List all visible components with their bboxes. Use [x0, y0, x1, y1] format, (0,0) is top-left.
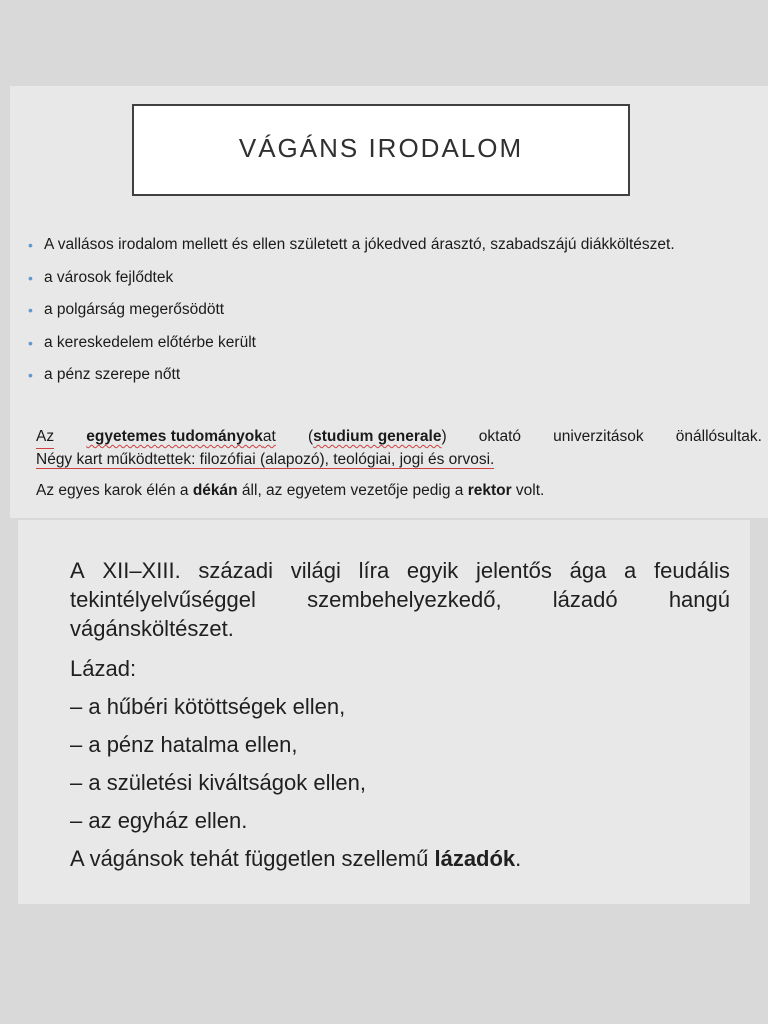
slide-title: VÁGÁNS IRODALOM [238, 132, 524, 163]
paragraph-line: tekintélyelvűséggel szembehelyezkedő, lázadó hangú [70, 587, 730, 612]
intro-paragraph [70, 556, 730, 643]
slide-bottom [18, 520, 750, 904]
word: univerzitások [553, 428, 644, 445]
paragraph-line [36, 449, 762, 471]
paragraph-line [36, 426, 762, 449]
list-item: – a hűbéri kötöttségek ellen, [70, 694, 346, 719]
word: Az [36, 426, 54, 449]
bullet-item: • a kereskedelem előtérbe került [28, 330, 675, 363]
slide-top [10, 86, 768, 518]
word: önállósultak. [675, 428, 762, 445]
word: oktató [478, 428, 522, 445]
closing-sentence: A vágánsok tehát független szellemű lázadók. [70, 846, 522, 871]
term-lazadok: lázadók [434, 846, 516, 871]
term-rektor: rektor [467, 482, 512, 499]
bullet-item: • a polgárság megerősödött [28, 297, 675, 330]
term-studium-generale: (studium generale) [307, 428, 447, 445]
faculties-text: Négy kart működtettek: filozófiai (alapozó), teológiai, jogi és orvosi. [36, 451, 495, 468]
bullet-item: • A vallásos irodalom mellett és ellen született a jókedved árasztó, szabadszájú diákköltészet. [28, 232, 675, 265]
list-item: – az egyház ellen. [70, 808, 248, 833]
bullet-item: • a városok fejlődtek [28, 265, 675, 298]
list-item: Lázad: [70, 656, 137, 681]
dean-rector-paragraph: Az egyes karok élén a dékán áll, az egyetem vezetője pedig a rektor volt. [36, 482, 545, 499]
bullet-list [28, 232, 675, 395]
list-item: – a születési kiváltságok ellen, [70, 770, 366, 795]
term-dekan: dékán [192, 482, 238, 499]
university-paragraph [36, 426, 762, 471]
list-item: – a pénz hatalma ellen, [70, 732, 298, 757]
paragraph-line: A XII–XIII. századi világi líra egyik jelentős ága a feudális [70, 558, 730, 583]
rebellion-list [70, 650, 521, 878]
paragraph-line: vágánsköltészet. [70, 616, 234, 641]
term-universal-sciences: egyetemes tudományokat [86, 428, 276, 445]
bullet-item: • a pénz szerepe nőtt [28, 362, 675, 395]
title-box [132, 104, 630, 196]
